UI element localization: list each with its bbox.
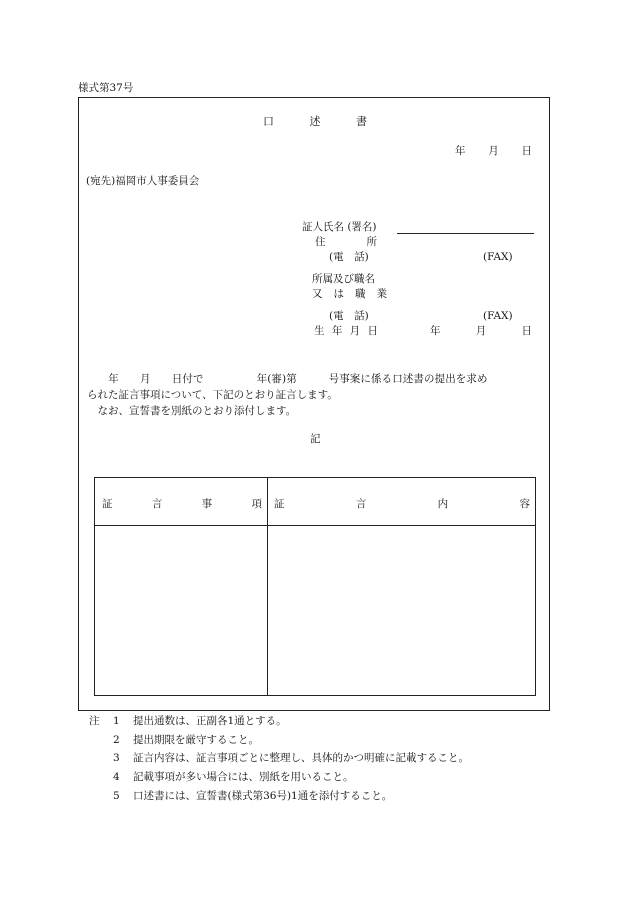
header-char: 証	[274, 498, 285, 510]
birth-label-char: 日	[367, 325, 378, 337]
occupation-label	[312, 289, 387, 300]
address-label	[315, 237, 377, 248]
phone2-label: (電 話)	[329, 310, 369, 322]
testimony-table	[94, 477, 536, 696]
witness-name-label: 証人氏名 (署名)	[302, 221, 377, 233]
fax-label: (FAX)	[483, 251, 513, 263]
note-text: 記載事項が多い場合には、別紙を用いること。	[133, 771, 354, 783]
address-label-char: 所	[366, 236, 377, 248]
header-char: 容	[519, 498, 530, 510]
date-day: 日	[521, 145, 532, 157]
date-year: 年	[455, 145, 466, 157]
header-char: 内	[437, 498, 449, 510]
addressee: (宛先)福岡市人事委員会	[86, 175, 200, 187]
occupation-label-char: 業	[376, 288, 387, 300]
form-number: 様式第37号	[78, 82, 134, 94]
header-char: 証	[102, 498, 113, 510]
signature-line	[397, 233, 534, 234]
notes-label: 注	[89, 715, 100, 727]
note-number: 4	[113, 771, 120, 783]
testimony-items-cell[interactable]	[95, 526, 267, 695]
birth-label-char: 生	[314, 325, 325, 337]
document-title	[263, 116, 367, 127]
birth-month: 月	[475, 325, 487, 337]
fax2-label: (FAX)	[483, 310, 513, 322]
note-text: 提出期限を厳守すること。	[133, 734, 259, 746]
occupation-label-char: 又	[312, 288, 323, 300]
date-month: 月	[488, 145, 499, 157]
birth-label-char: 月	[349, 325, 361, 337]
address-label-char: 住	[315, 236, 326, 248]
statement-line-3: なお、宣誓書を別紙のとおり添付します。	[87, 405, 297, 417]
table-header-testimony-items	[102, 499, 262, 510]
note-text: 口述書には、宣誓書(様式第36号)1通を添付すること。	[133, 790, 393, 802]
table-header-testimony-content	[274, 499, 530, 510]
birth-date-label	[314, 326, 378, 337]
header-char: 事	[201, 498, 213, 510]
statement-line-2: られた証言事項について、下記のとおり証言します。	[87, 389, 338, 401]
title-char: 口	[263, 115, 274, 128]
note-number: 3	[113, 752, 120, 764]
occupation-label-char: は	[333, 288, 344, 300]
phone-label: (電 話)	[329, 251, 369, 263]
note-number: 1	[113, 715, 120, 727]
birth-day: 日	[521, 325, 532, 337]
statement-line-1: 年 月 日付で 年(審)第 号事案に係る口述書の提出を求め	[87, 373, 488, 385]
birth-date-fields	[430, 326, 532, 337]
note-text: 提出通数は、正副各1通とする。	[133, 715, 287, 727]
title-char: 述	[309, 115, 321, 128]
date-line	[455, 146, 532, 157]
title-char: 書	[356, 115, 367, 128]
header-char: 言	[355, 498, 367, 510]
birth-year: 年	[430, 325, 441, 337]
statement-text	[87, 371, 547, 419]
header-char: 言	[151, 498, 163, 510]
occupation-label-char: 職	[355, 288, 366, 300]
affiliation-label: 所属及び職名	[312, 273, 375, 285]
ki-heading: 記	[310, 433, 321, 445]
header-char: 項	[251, 498, 262, 510]
note-number: 2	[113, 734, 120, 746]
birth-label-char: 年	[331, 325, 343, 337]
testimony-content-cell[interactable]	[268, 526, 535, 695]
note-text: 証言内容は、証言事項ごとに整理し、具体的かつ明確に記載すること。	[133, 752, 469, 764]
note-number: 5	[113, 790, 120, 802]
